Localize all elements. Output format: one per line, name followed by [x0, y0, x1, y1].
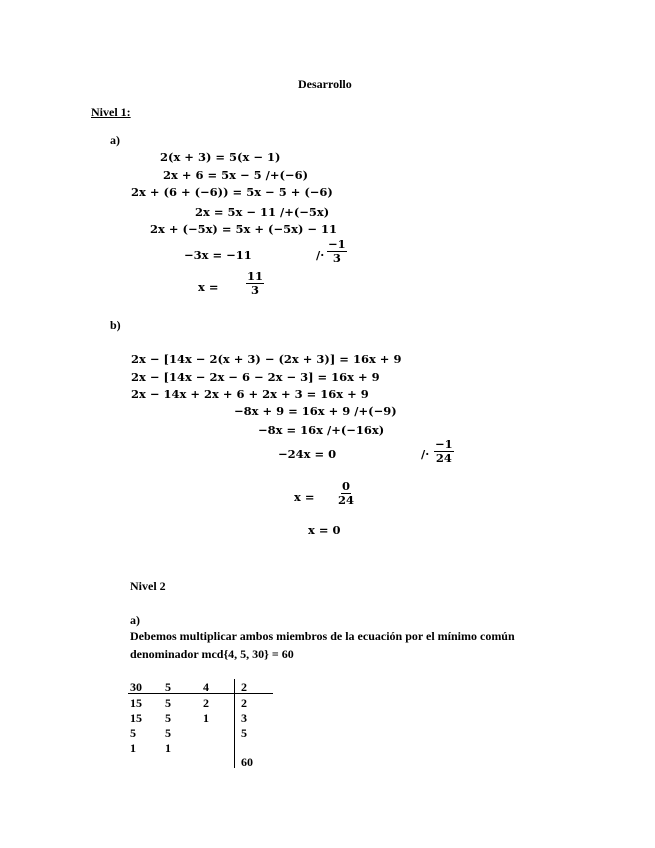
page-title: Desarrollo	[298, 77, 352, 91]
part-b-label: b)	[110, 318, 121, 332]
eq-a-line-4: 2x = 5x − 11 /+(−5x)	[195, 205, 330, 219]
eq-b-line-2: 2x − [14x − 2x − 6 − 2x − 3] = 16x + 9	[131, 370, 380, 384]
fraction-numerator: 0	[342, 479, 351, 493]
table-result-cell: 60	[241, 755, 253, 769]
nivel2-text-2: denominador mcd{4, 5, 30} = 60	[130, 647, 294, 661]
table-cell: 1	[165, 741, 171, 755]
table-cell: 15	[130, 711, 142, 725]
table-cell: 30	[130, 680, 142, 694]
nivel2-heading: Nivel 2	[130, 579, 166, 593]
table-cell: 5	[165, 726, 171, 740]
eq-b-line-3: 2x − 14x + 2x + 6 + 2x + 3 = 16x + 9	[131, 387, 369, 401]
eq-a-fraction-result	[246, 270, 264, 297]
table-cell: 1	[130, 741, 136, 755]
eq-b-fraction-divisor	[434, 438, 454, 465]
table-cell: 3	[241, 711, 247, 725]
nivel1-heading: Nivel 1:	[91, 105, 131, 119]
table-cell: 5	[165, 696, 171, 710]
table-cell: 5	[241, 726, 247, 740]
eq-b-line-1: 2x − [14x − 2(x + 3) − (2x + 3)] = 16x + 9	[131, 352, 402, 366]
table-cell: 1	[203, 711, 209, 725]
table-header-divider	[128, 693, 273, 694]
eq-b-line-8: x = 0	[308, 523, 341, 537]
table-cell: 5	[165, 680, 171, 694]
eq-a-operator: /·	[316, 248, 325, 262]
table-vertical-divider	[234, 679, 235, 768]
eq-b-operator: /·	[421, 447, 430, 461]
eq-b-line-4: −8x + 9 = 16x + 9 /+(−9)	[234, 404, 397, 418]
part-a-label: a)	[110, 133, 120, 147]
table-cell: 5	[130, 726, 136, 740]
fraction-denominator: 24	[338, 493, 355, 507]
fraction-numerator: −1	[435, 437, 453, 451]
fraction-denominator: 3	[332, 251, 341, 265]
fraction-denominator: 3	[251, 283, 260, 297]
eq-b-line-6: −24x = 0	[278, 447, 337, 461]
table-cell: 2	[241, 680, 247, 694]
eq-a-line-2: 2x + 6 = 5x − 5 /+(−6)	[163, 168, 309, 182]
eq-a-line-1: 2(x + 3) = 5(x − 1)	[160, 150, 281, 164]
eq-a-line-7: x =	[198, 280, 219, 294]
table-cell: 2	[203, 696, 209, 710]
nivel2-part-a-label: a)	[130, 613, 140, 627]
eq-a-line-5: 2x + (−5x) = 5x + (−5x) − 11	[150, 222, 338, 236]
table-cell: 2	[241, 696, 247, 710]
fraction-numerator: −1	[328, 237, 346, 251]
eq-a-line-6: −3x = −11	[184, 248, 252, 262]
fraction-denominator: 24	[435, 451, 452, 465]
eq-a-fraction-divisor	[327, 238, 347, 265]
table-cell: 4	[203, 680, 209, 694]
table-cell: 5	[165, 711, 171, 725]
table-cell: 15	[130, 696, 142, 710]
eq-a-line-3: 2x + (6 + (−6)) = 5x − 5 + (−6)	[131, 185, 333, 199]
nivel2-text-1: Debemos multiplicar ambos miembros de la ecuación por el mínimo común	[130, 629, 515, 643]
eq-b-fraction-result	[338, 480, 354, 507]
eq-b-line-7: x =	[294, 490, 315, 504]
eq-b-line-5: −8x = 16x /+(−16x)	[258, 423, 385, 437]
fraction-numerator: 11	[247, 269, 264, 283]
